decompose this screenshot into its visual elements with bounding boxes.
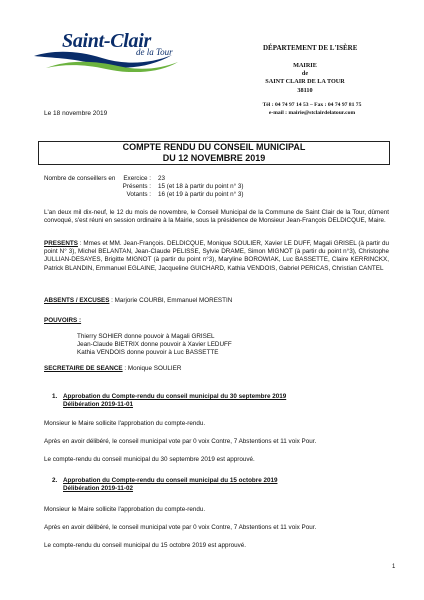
count-value: 23 xyxy=(158,175,166,182)
count-value: 15 (et 18 à partir du point n° 3) xyxy=(158,183,244,191)
item-2-heading xyxy=(63,477,277,493)
counts-values xyxy=(158,175,243,200)
pouvoirs-list xyxy=(77,333,232,358)
mairie-line: 38110 xyxy=(297,86,313,94)
mairie-line: MAIRIE xyxy=(293,62,317,69)
contact-block xyxy=(244,101,380,117)
title-line-1: COMPTE RENDU DU CONSEIL MUNICIPAL xyxy=(122,142,306,152)
pouvoir-line: Thierry SOHIER donne pouvoir à Magali GRISEL xyxy=(77,333,215,340)
email-address: e-mail : mairie@stclairdelatour.com xyxy=(268,110,356,116)
presents-label: PRESENTS xyxy=(44,240,78,247)
mairie-line: de xyxy=(301,70,309,78)
item-1-para: Après en avoir délibéré, le conseil municipal vote par 0 voix Contre, 7 Abstentions et 11 voix Pour. xyxy=(44,438,317,445)
logo-text: Saint-Clair xyxy=(62,30,151,52)
count-name: Votants : xyxy=(126,191,151,199)
item-1-para: Le compte-rendu du conseil municipal du 30 septembre 2019 est approuvé. xyxy=(44,456,255,463)
pouvoir-line: Kathia VENDOIS donne pouvoir à Luc BASSETTE xyxy=(77,349,219,357)
item-2-para: Monsieur le Maire sollicite l'approbation du compte-rendu. xyxy=(44,506,206,513)
presents-paragraph xyxy=(44,240,389,273)
count-value: 16 (et 19 à partir du point n° 3) xyxy=(158,191,244,199)
item-2-para: Le compte-rendu du conseil municipal du 15 octobre 2019 est approuvé. xyxy=(44,542,246,549)
absents-text: : Marjorie COURBI, Emmanuel MORESTIN xyxy=(109,297,233,304)
count-name: Exercice : xyxy=(123,175,151,182)
secretaire-paragraph xyxy=(44,365,389,373)
pouvoir-line: Jean-Claude BIETRIX donne pouvoir à Xavier LEDUFF xyxy=(77,341,232,349)
item-2-title: Approbation du Compte-rendu du conseil municipal du 15 octobre 2019 xyxy=(63,477,278,484)
absents-label: ABSENTS / EXCUSES xyxy=(44,297,110,304)
title-line-2: DU 12 NOVEMBRE 2019 xyxy=(162,152,266,163)
mairie-address xyxy=(250,62,360,95)
item-2-deliberation: Délibération 2019-11-02 xyxy=(63,485,134,493)
document-title xyxy=(38,141,390,165)
item-1-deliberation: Délibération 2019-11-01 xyxy=(63,401,134,409)
document-date: Le 18 novembre 2019 xyxy=(44,110,108,117)
item-2-number: 2. xyxy=(52,477,58,484)
counts-names xyxy=(95,175,151,200)
department-heading: DÉPARTEMENT DE L'ISÈRE xyxy=(263,44,358,52)
counts-label: Nombre de conseillers en xyxy=(44,175,116,182)
secretaire-text: : Monique SOULIER xyxy=(122,365,182,372)
count-name: Présents : xyxy=(122,183,151,191)
item-1-heading xyxy=(63,393,286,409)
absents-paragraph xyxy=(44,297,389,305)
logo-subtext: de la Tour xyxy=(136,47,173,57)
item-1-para: Monsieur le Maire sollicite l'approbation du compte-rendu. xyxy=(44,420,206,427)
item-1-title: Approbation du Compte-rendu du conseil municipal du 30 septembre 2019 xyxy=(63,393,287,400)
phone-fax: Tél : 04 74 97 14 53 – Fax : 04 74 97 81 75 xyxy=(262,102,362,108)
secretaire-label: SECRETAIRE DE SEANCE xyxy=(44,365,123,372)
mairie-line: SAINT CLAIR DE LA TOUR xyxy=(265,78,345,86)
page-number: 1 xyxy=(392,564,396,570)
pouvoirs-label: POUVOIRS : xyxy=(44,317,82,324)
logo xyxy=(32,28,182,72)
item-1-number: 1. xyxy=(52,393,58,400)
intro-paragraph: L'an deux mil dix-neuf, le 12 du mois de novembre, le Conseil Municipal de la Commune de Saint Clair de la Tour, dûment convoqué, s'est réuni en session ordinaire à la Mairie, sous la présidence de Monsieur Jean-François DELDICQUE, Maire. xyxy=(44,209,389,225)
item-2-para: Après en avoir délibéré, le conseil municipal vote par 0 voix Contre, 7 Abstentions et 11 voix Pour. xyxy=(44,524,317,531)
presents-text: : Mmes et MM. Jean-François. DELDICQUE, Monique SOULIER, Xavier LE DUFF, Magali GRISEL (à partir du point N° 3), Michel BELANTAN, Jean-Claude PELISSE, Sylvie DRAME, Simon MIGNOT (à partir du point n°3), Christophe JULLIAN-DESAYES, Brigitte MIGNOT (à partir du point n°3), Maryline BOROWIAK, Luc BASSETTE, Claire KERRINCKX, Patrick BLANDIN, Emmanuel EGLAINE, Jacqueline GUICHARD, Kathia VENDOIS, Gabriel PERICAS, Christian CANTEL xyxy=(44,240,389,272)
